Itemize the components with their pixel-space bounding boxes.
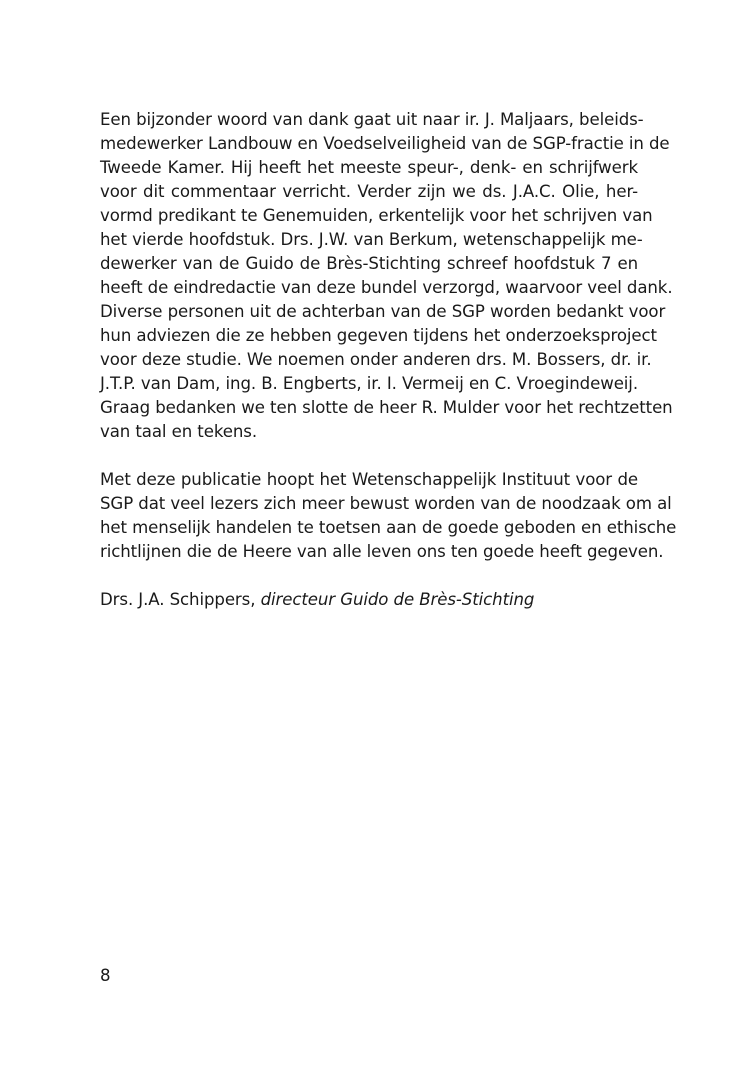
paragraph-line: medewerker Landbouw en Voedselveiligheid van de SGP-fractie in de <box>100 134 670 153</box>
paragraph-line: Tweede Kamer. Hij heeft het meeste speur-, denk- en schrijfwerk <box>100 158 638 177</box>
document-body <box>100 108 677 612</box>
paragraph-line: voor dit commentaar verricht. Verder zijn we ds. J.A.C. Olie, her- <box>100 182 638 201</box>
paragraph-line: het vierde hoofdstuk. Drs. J.W. van Berkum, wetenschappelijk me- <box>100 230 643 249</box>
paragraph-line: hun adviezen die ze hebben gegeven tijdens het onderzoeksproject <box>100 326 657 345</box>
signature-name: Drs. J.A. Schippers, <box>100 590 256 609</box>
paragraph-line: Diverse personen uit de achterban van de SGP worden bedankt voor <box>100 302 666 321</box>
paragraph-line: Graag bedanken we ten slotte de heer R. Mulder voor het rechtzetten <box>100 398 673 417</box>
publication-purpose-paragraph <box>100 468 677 564</box>
signature-line <box>100 588 638 612</box>
paragraph-spacer <box>100 564 638 588</box>
acknowledgement-paragraph <box>100 108 673 444</box>
paragraph-line: SGP dat veel lezers zich meer bewust worden van de noodzaak om al <box>100 494 672 513</box>
paragraph-line: Een bijzonder woord van dank gaat uit naar ir. J. Maljaars, beleids- <box>100 110 644 129</box>
paragraph-line: van taal en tekens. <box>100 422 257 441</box>
paragraph-line: dewerker van de Guido de Brès-Stichting schreef hoofdstuk 7 en <box>100 254 638 273</box>
paragraph-line: heeft de eindredactie van deze bundel verzorgd, waarvoor veel dank. <box>100 278 673 297</box>
paragraph-line: het menselijk handelen te toetsen aan de goede geboden en ethische <box>100 518 677 537</box>
paragraph-line: vormd predikant te Genemuiden, erkentelijk voor het schrijven van <box>100 206 653 225</box>
paragraph-line: Met deze publicatie hoopt het Wetenschappelijk Instituut voor de <box>100 470 638 489</box>
signature-title: directeur Guido de Brès-Stichting <box>260 590 535 609</box>
page-number: 8 <box>100 966 111 985</box>
paragraph-line: richtlijnen die de Heere van alle leven ons ten goede heeft gegeven. <box>100 542 664 561</box>
paragraph-spacer <box>100 444 638 468</box>
paragraph-line: voor deze studie. We noemen onder anderen drs. M. Bossers, dr. ir. <box>100 350 652 369</box>
paragraph-line: J.T.P. van Dam, ing. B. Engberts, ir. I. Vermeij en C. Vroegindeweij. <box>100 374 638 393</box>
